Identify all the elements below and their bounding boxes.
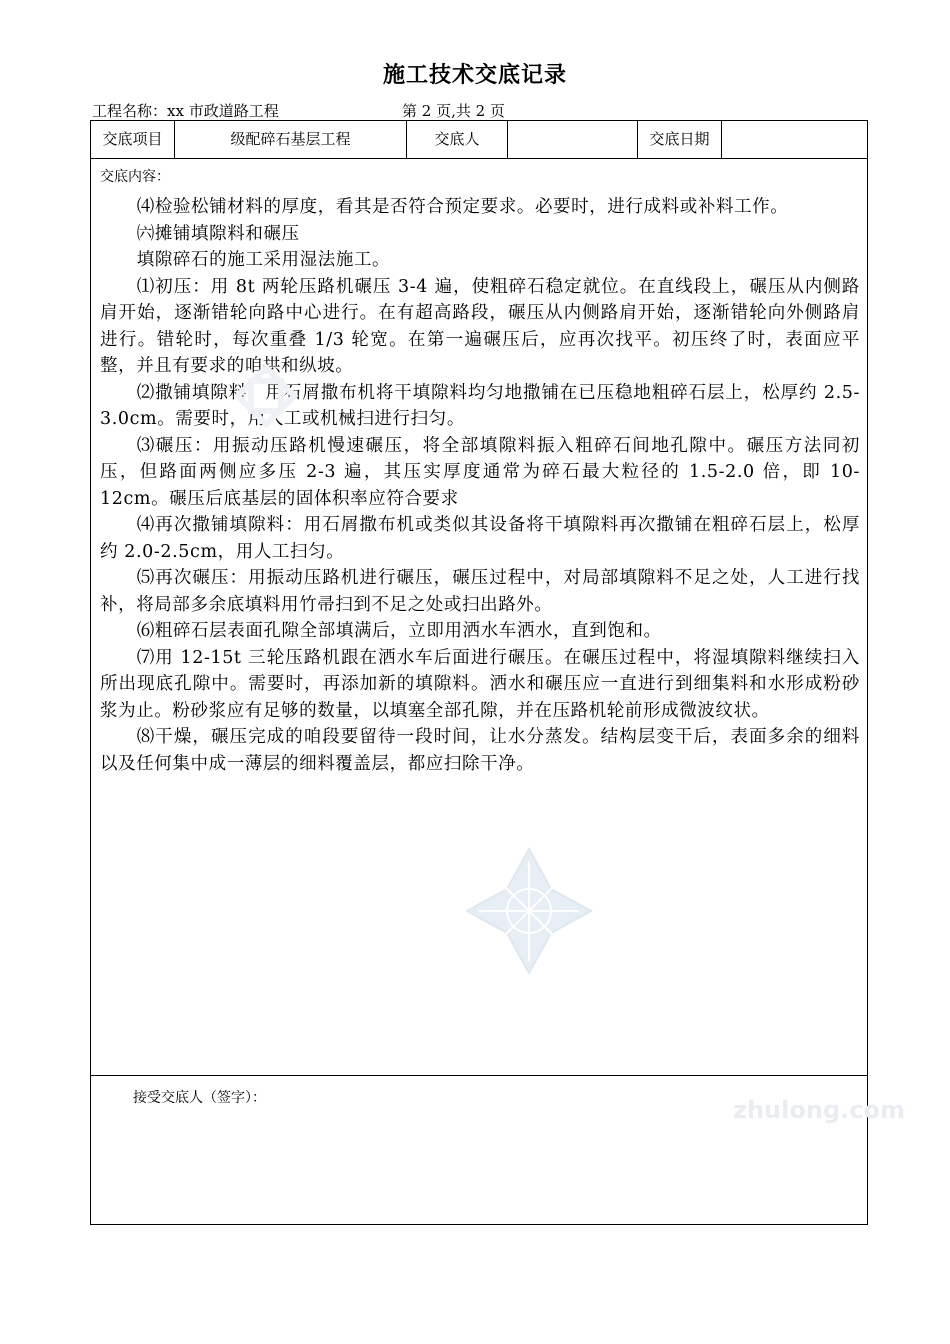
- signature-divider: [91, 1075, 867, 1076]
- person-label: 交底人: [407, 121, 508, 158]
- content-paragraph: ⑺用 12-15t 三轮压路机跟在洒水车后面进行碾压。在碾压过程中，将湿填隙料继续扫入所出现底孔隙中。需要时，再添加新的填隙料。洒水和碾压应一直进行到细集料和水形成粉砂浆为止。粉砂浆应有足够的数量，以填塞全部孔隙，并在压路机轮前形成微波纹状。: [100, 647, 860, 721]
- item-label: 交底项目: [91, 121, 175, 158]
- content-paragraph: ㈥摊铺填隙料和碾压: [136, 223, 300, 244]
- watermark-text: zhulong.com: [733, 1096, 905, 1124]
- document-title: 施工技术交底记录: [382, 62, 567, 88]
- watermark-logo-icon: [221, 351, 311, 441]
- content-paragraph: ⑸再次碾压：用振动压路机进行碾压，碾压过程中，对局部填隙料不足之处，人工进行找补，将局部多余底填料用竹帚扫到不足之处或扫出路外。: [100, 568, 860, 615]
- page-info: 第 2 页,共 2 页: [402, 102, 505, 120]
- content-body: [100, 194, 860, 777]
- record-table: [90, 120, 868, 1225]
- content-label: 交底内容：: [100, 169, 170, 185]
- content-paragraph: ⑻干燥，碾压完成的咱段要留待一段时间，让水分蒸发。结构层变干后，表面多余的细料以及任何集中成一薄层的细料覆盖层，都应扫除干净。: [100, 727, 860, 774]
- project-name: 工程名称：xx 市政道路工程: [92, 102, 279, 120]
- watermark-logo-icon: [459, 841, 599, 981]
- signature-label: 接受交底人（签字）：: [133, 1090, 266, 1106]
- person-value: [508, 121, 638, 158]
- content-paragraph: 填隙碎石的施工采用湿法施工。: [136, 250, 391, 270]
- content-paragraph: ⑹粗碎石层表面孔隙全部填满后，立即用洒水车洒水，直到饱和。: [136, 621, 662, 641]
- content-paragraph: ⑷检验松铺材料的厚度，看其是否符合预定要求。必要时，进行成料或补料工作。: [136, 197, 789, 217]
- item-value: 级配碎石基层工程: [175, 121, 407, 158]
- date-label: 交底日期: [638, 121, 722, 158]
- content-paragraph: ⑴初压：用 8t 两轮压路机碾压 3-4 遍，使粗碎石稳定就位。在直线段上，碾压从内侧路肩开始，逐渐错轮向路中心进行。在有超高路段，碾压从内侧路肩开始，逐渐错轮向外侧路肩进行。错轮时，每次重叠 1/3 轮宽。在第一遍碾压后，应再次找平。初压终了时，表面应平整，并且有要求的咱拱和纵坡。: [100, 276, 860, 376]
- date-value: [722, 121, 867, 158]
- header-row: [91, 121, 867, 159]
- content-paragraph: ⑷再次撒铺填隙料：用石屑撒布机或类似其设备将干填隙料再次撒铺在粗碎石层上，松厚约 2.0-2.5cm，用人工扫匀。: [100, 515, 860, 562]
- content-paragraph: ⑵撒铺填隙料：用石屑撒布机将干填隙料均匀地撒铺在已压稳地粗碎石层上，松厚约 2.5-3.0cm。需要时，用人工或机械扫进行扫匀。: [100, 382, 860, 429]
- content-paragraph: ⑶碾压：用振动压路机慢速碾压，将全部填隙料振入粗碎石间地孔隙中。碾压方法同初压，但路面两侧应多压 2-3 遍，其压实厚度通常为碎石最大粒径的 1.5-2.0 倍，即 10-12cm。碾压后底基层的固体积率应符合要求: [100, 435, 860, 509]
